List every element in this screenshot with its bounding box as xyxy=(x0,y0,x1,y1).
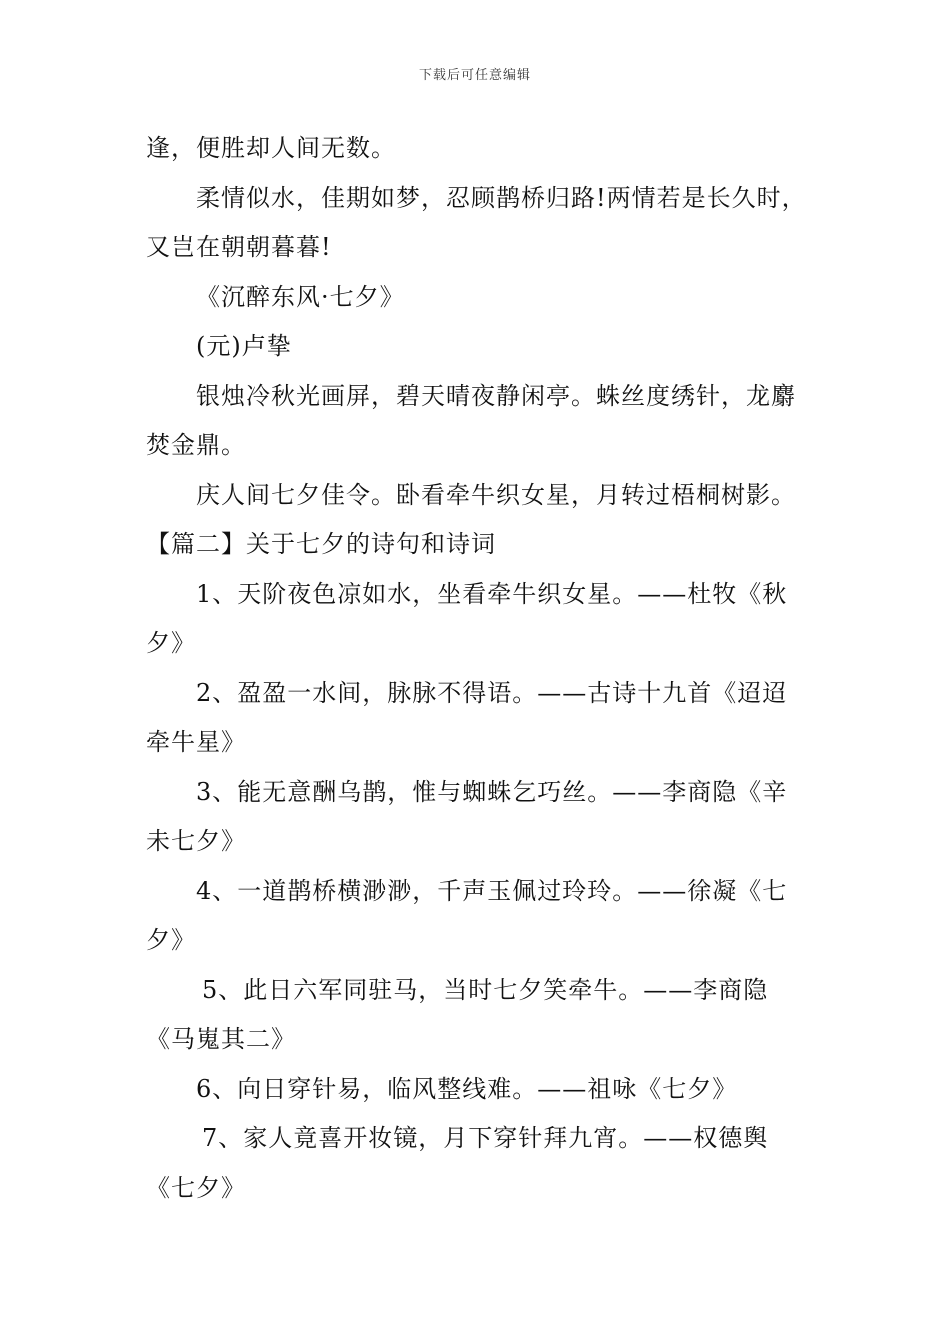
poem-stanza-2: 庆人间七夕佳令。卧看牵牛织女星，月转过梧桐树影。 xyxy=(196,480,796,509)
paragraph-2: 柔情似水，佳期如梦，忍顾鹊桥归路!两情若是长久时，又岂在朝朝暮暮! xyxy=(146,183,807,261)
list-item-7: 7、家人竟喜开妆镜，月下穿针拜九宵。——权德舆《七夕》 xyxy=(146,1124,769,1202)
paragraph-1: 逢，便胜却人间无数。 xyxy=(146,134,396,162)
list-item-2: 2、盈盈一水间，脉脉不得语。——古诗十九首《迢迢牵牛星》 xyxy=(146,678,788,756)
poem-author: (元)卢挚 xyxy=(196,332,292,360)
poem-title: 《沉醉东风·七夕》 xyxy=(196,282,405,311)
list-item-4: 4、一道鹊桥横渺渺，千声玉佩过玲玲。——徐凝《七夕》 xyxy=(146,876,788,954)
list-item-5: 5、此日六军同驻马，当时七夕笑牵牛。——李商隐《马嵬其二》 xyxy=(146,975,769,1053)
poem-stanza-1: 银烛冷秋光画屏，碧天晴夜静闲亭。蛛丝度绣针，龙麝焚金鼎。 xyxy=(146,381,796,459)
list-item-1: 1、天阶夜色凉如水，坐看牵牛织女星。——杜牧《秋夕》 xyxy=(146,579,788,657)
list-item-6: 6、向日穿针易，临风整线难。——祖咏《七夕》 xyxy=(196,1074,738,1103)
page-header: 下载后可任意编辑 xyxy=(418,68,531,83)
section-heading: 【篇二】关于七夕的诗句和诗词 xyxy=(146,530,496,558)
document-body xyxy=(146,124,811,1213)
list-item-3: 3、能无意酬乌鹊，惟与蜘蛛乞巧丝。——李商隐《辛未七夕》 xyxy=(146,777,788,855)
